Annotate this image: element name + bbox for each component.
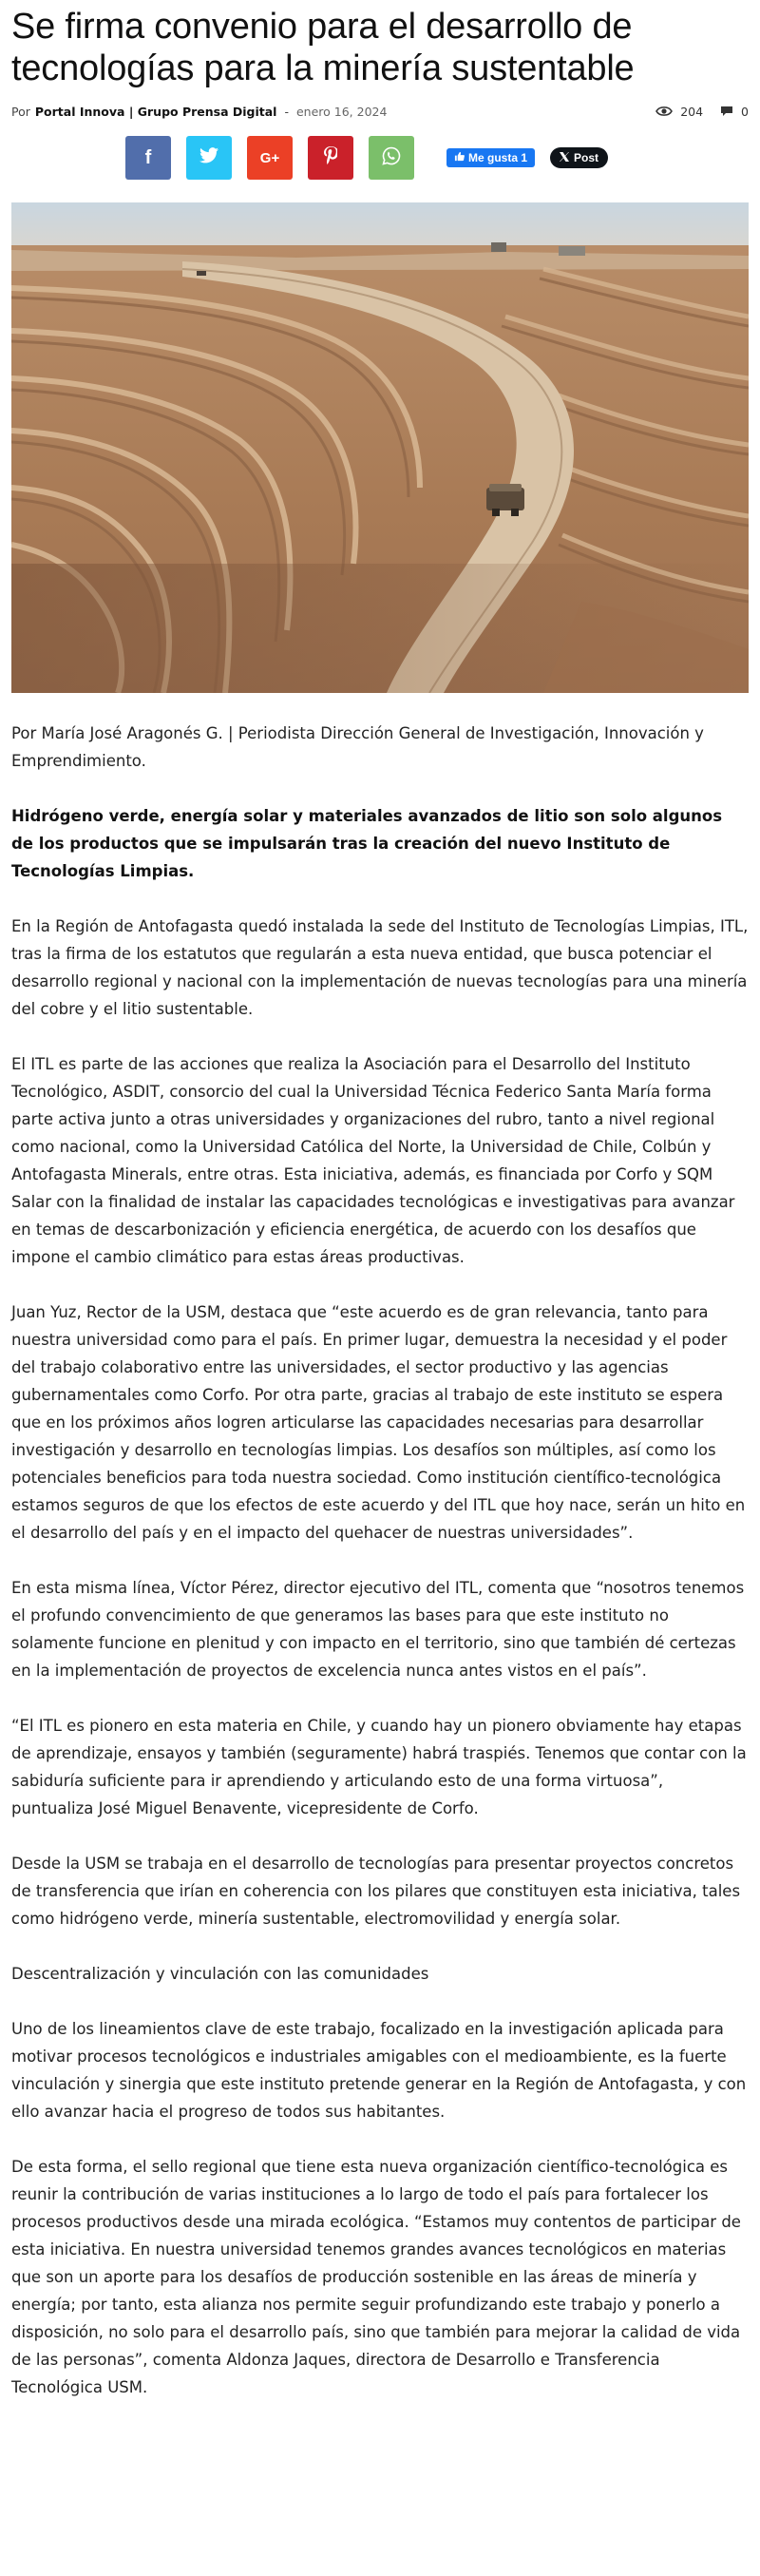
whatsapp-share-button[interactable] <box>369 136 414 180</box>
post-label: Post <box>574 151 599 164</box>
hero-image <box>11 202 749 693</box>
pinterest-share-button[interactable] <box>308 136 353 180</box>
x-post-button[interactable] <box>550 147 608 168</box>
body-paragraph: Juan Yuz, Rector de la USM, destaca que “este acuerdo es de gran relevancia, tanto para nuestra universidad como para el país. En primer lugar, demuestra la necesidad y el poder del trabajo colaborativo entre las universidades, el sector productivo y las agencias gubernamentales como Corfo. Por otra parte, gracias al trabajo de este instituto se espera que en los próximos años logren articularse las capacidades necesarias para desarrollar investigación y desarrollo en tecnologías limpias. Los desafíos son múltiples, así como los potenciales beneficios para toda nuestra sociedad. Como institución científico-tecnológica estamos seguros de que los efectos de este acuerdo y del ITL que hoy nace, serán un hito en el desarrollo del país y en el impacto del quehacer de nuestras universidades”. <box>11 1303 746 1542</box>
twitter-icon <box>200 147 218 168</box>
pinterest-icon <box>324 146 337 169</box>
by-label: Por <box>11 104 30 119</box>
body-paragraph: En la Región de Antofagasta quedó instalada la sede del Instituto de Tecnologías Limpias, ITL, tras la firma de los estatutos que regularán a esta nueva entidad, que busca potenciar el desarrollo regional y nacional con la implementación de nuevas tecnologías para una minería del cobre y el litio sustentable. <box>11 917 749 1018</box>
author-link[interactable]: Portal Innova | Grupo Prensa Digital <box>34 104 277 119</box>
eye-icon <box>656 106 673 117</box>
comments-count[interactable]: 0 <box>741 104 749 119</box>
x-logo-icon <box>560 151 569 164</box>
facebook-icon: f <box>144 146 152 168</box>
article-body <box>11 720 749 2401</box>
post-date: enero 16, 2024 <box>295 104 388 119</box>
facebook-share-button[interactable] <box>125 136 171 180</box>
article-title: Se firma convenio para el desarrollo de tecnologías para la minería sustentable <box>11 7 635 88</box>
post-meta <box>11 101 749 122</box>
body-paragraph: “El ITL es pionero en esta materia en Chile, y cuando hay un pionero obviamente hay etapas de aprendizaje, ensayos y también (seguramente) habrá traspiés. Tenemos que contar con la sabiduría suficiente para ir aprendiendo y articulando esto de una forma virtuosa”, puntualiza José Miguel Benavente, vicepresidente de Corfo. <box>11 1717 747 1817</box>
google-plus-share-button[interactable] <box>247 136 293 180</box>
views-count: 204 <box>680 104 704 119</box>
lead-paragraph: Hidrógeno verde, energía solar y materiales avanzados de litio son solo algunos de los productos que se impulsarán tras la creación del nuevo Instituto de Tecnologías Limpias. <box>11 807 723 880</box>
meta-separator: - <box>284 104 289 119</box>
section-heading: Descentralización y vinculación con las comunidades <box>11 1965 429 1983</box>
byline-paragraph: Por María José Aragonés G. | Periodista Dirección General de Investigación, Innovación y Emprendimiento. <box>11 724 704 770</box>
body-paragraph: En esta misma línea, Víctor Pérez, director ejecutivo del ITL, comenta que “nosotros tenemos el profundo convencimiento de que generamos las bases para que este instituto no solamente funcione en plenitud y con impacto en el territorio, sino que también dé certezas en la implementación de proyectos de excelencia nunca antes vistos en el país”. <box>11 1579 745 1680</box>
share-bar <box>11 135 749 181</box>
like-label: Me gusta 1 <box>468 151 528 164</box>
body-paragraph: Uno de los lineamientos clave de este trabajo, focalizado en la investigación aplicada para motivar procesos tecnológicos e industriales amigables con el medioambiente, es la fuerte vinculación y sinergia que este instituto pretende generar en la Región de Antofagasta, y con ello avanzar hacia el progreso de todos sus habitantes. <box>11 2020 747 2121</box>
google-plus-icon: G+ <box>259 149 280 166</box>
body-paragraph: Desde la USM se trabaja en el desarrollo de tecnologías para presentar proyectos concretos de transferencia que irían en coherencia con los pilares que constituyen esta iniciativa, tales como hidrógeno verde, minería sustentable, electromovilidad y energía solar. <box>11 1855 741 1928</box>
twitter-share-button[interactable] <box>186 136 232 180</box>
body-paragraph: De esta forma, el sello regional que tiene esta nueva organización científico-tecnológica es reunir la contribución de varias instituciones a lo largo de todo el país para fortalecer los procesos productivos desde una mirada ecológica. “Estamos muy contentos de participar de esta iniciativa. En nuestra universidad tenemos grandes avances tecnológicos en materias que son un aporte para los desafíos de producción sostenible en las áreas de minería y energía; por tanto, esta alianza nos permite seguir profundizando este trabajo y ponerlo a disposición, no solo para el desarrollo país, sino que también para mejorar la calidad de vida de las personas”, comenta Aldonza Jaques, directora de Desarrollo e Transferencia Tecnológica USM. <box>11 2158 741 2396</box>
open-pit-mine-photo <box>11 202 749 693</box>
whatsapp-icon <box>382 146 401 170</box>
thumbs-up-icon <box>454 151 465 164</box>
comment-icon[interactable] <box>720 106 733 117</box>
body-paragraph: El ITL es parte de las acciones que realiza la Asociación para el Desarrollo del Instituto Tecnológico, ASDIT, consorcio del cual la Universidad Técnica Federico Santa María forma parte activa junto a otras universidades y organizaciones del rubro, tanto a nivel regional como nacional, como la Universidad Católica del Norte, la Universidad de Chile, Colbún y Antofagasta Minerals, entre otras. Esta iniciativa, además, es financiada por Corfo y SQM Salar con la finalidad de instalar las capacidades tecnológicas e investigativas para avanzar en temas de descarbonización y eficiencia energética, de acuerdo con los desafíos que impone el cambio climático para estas áreas productivas. <box>11 1055 735 1266</box>
facebook-like-button[interactable] <box>446 148 535 167</box>
